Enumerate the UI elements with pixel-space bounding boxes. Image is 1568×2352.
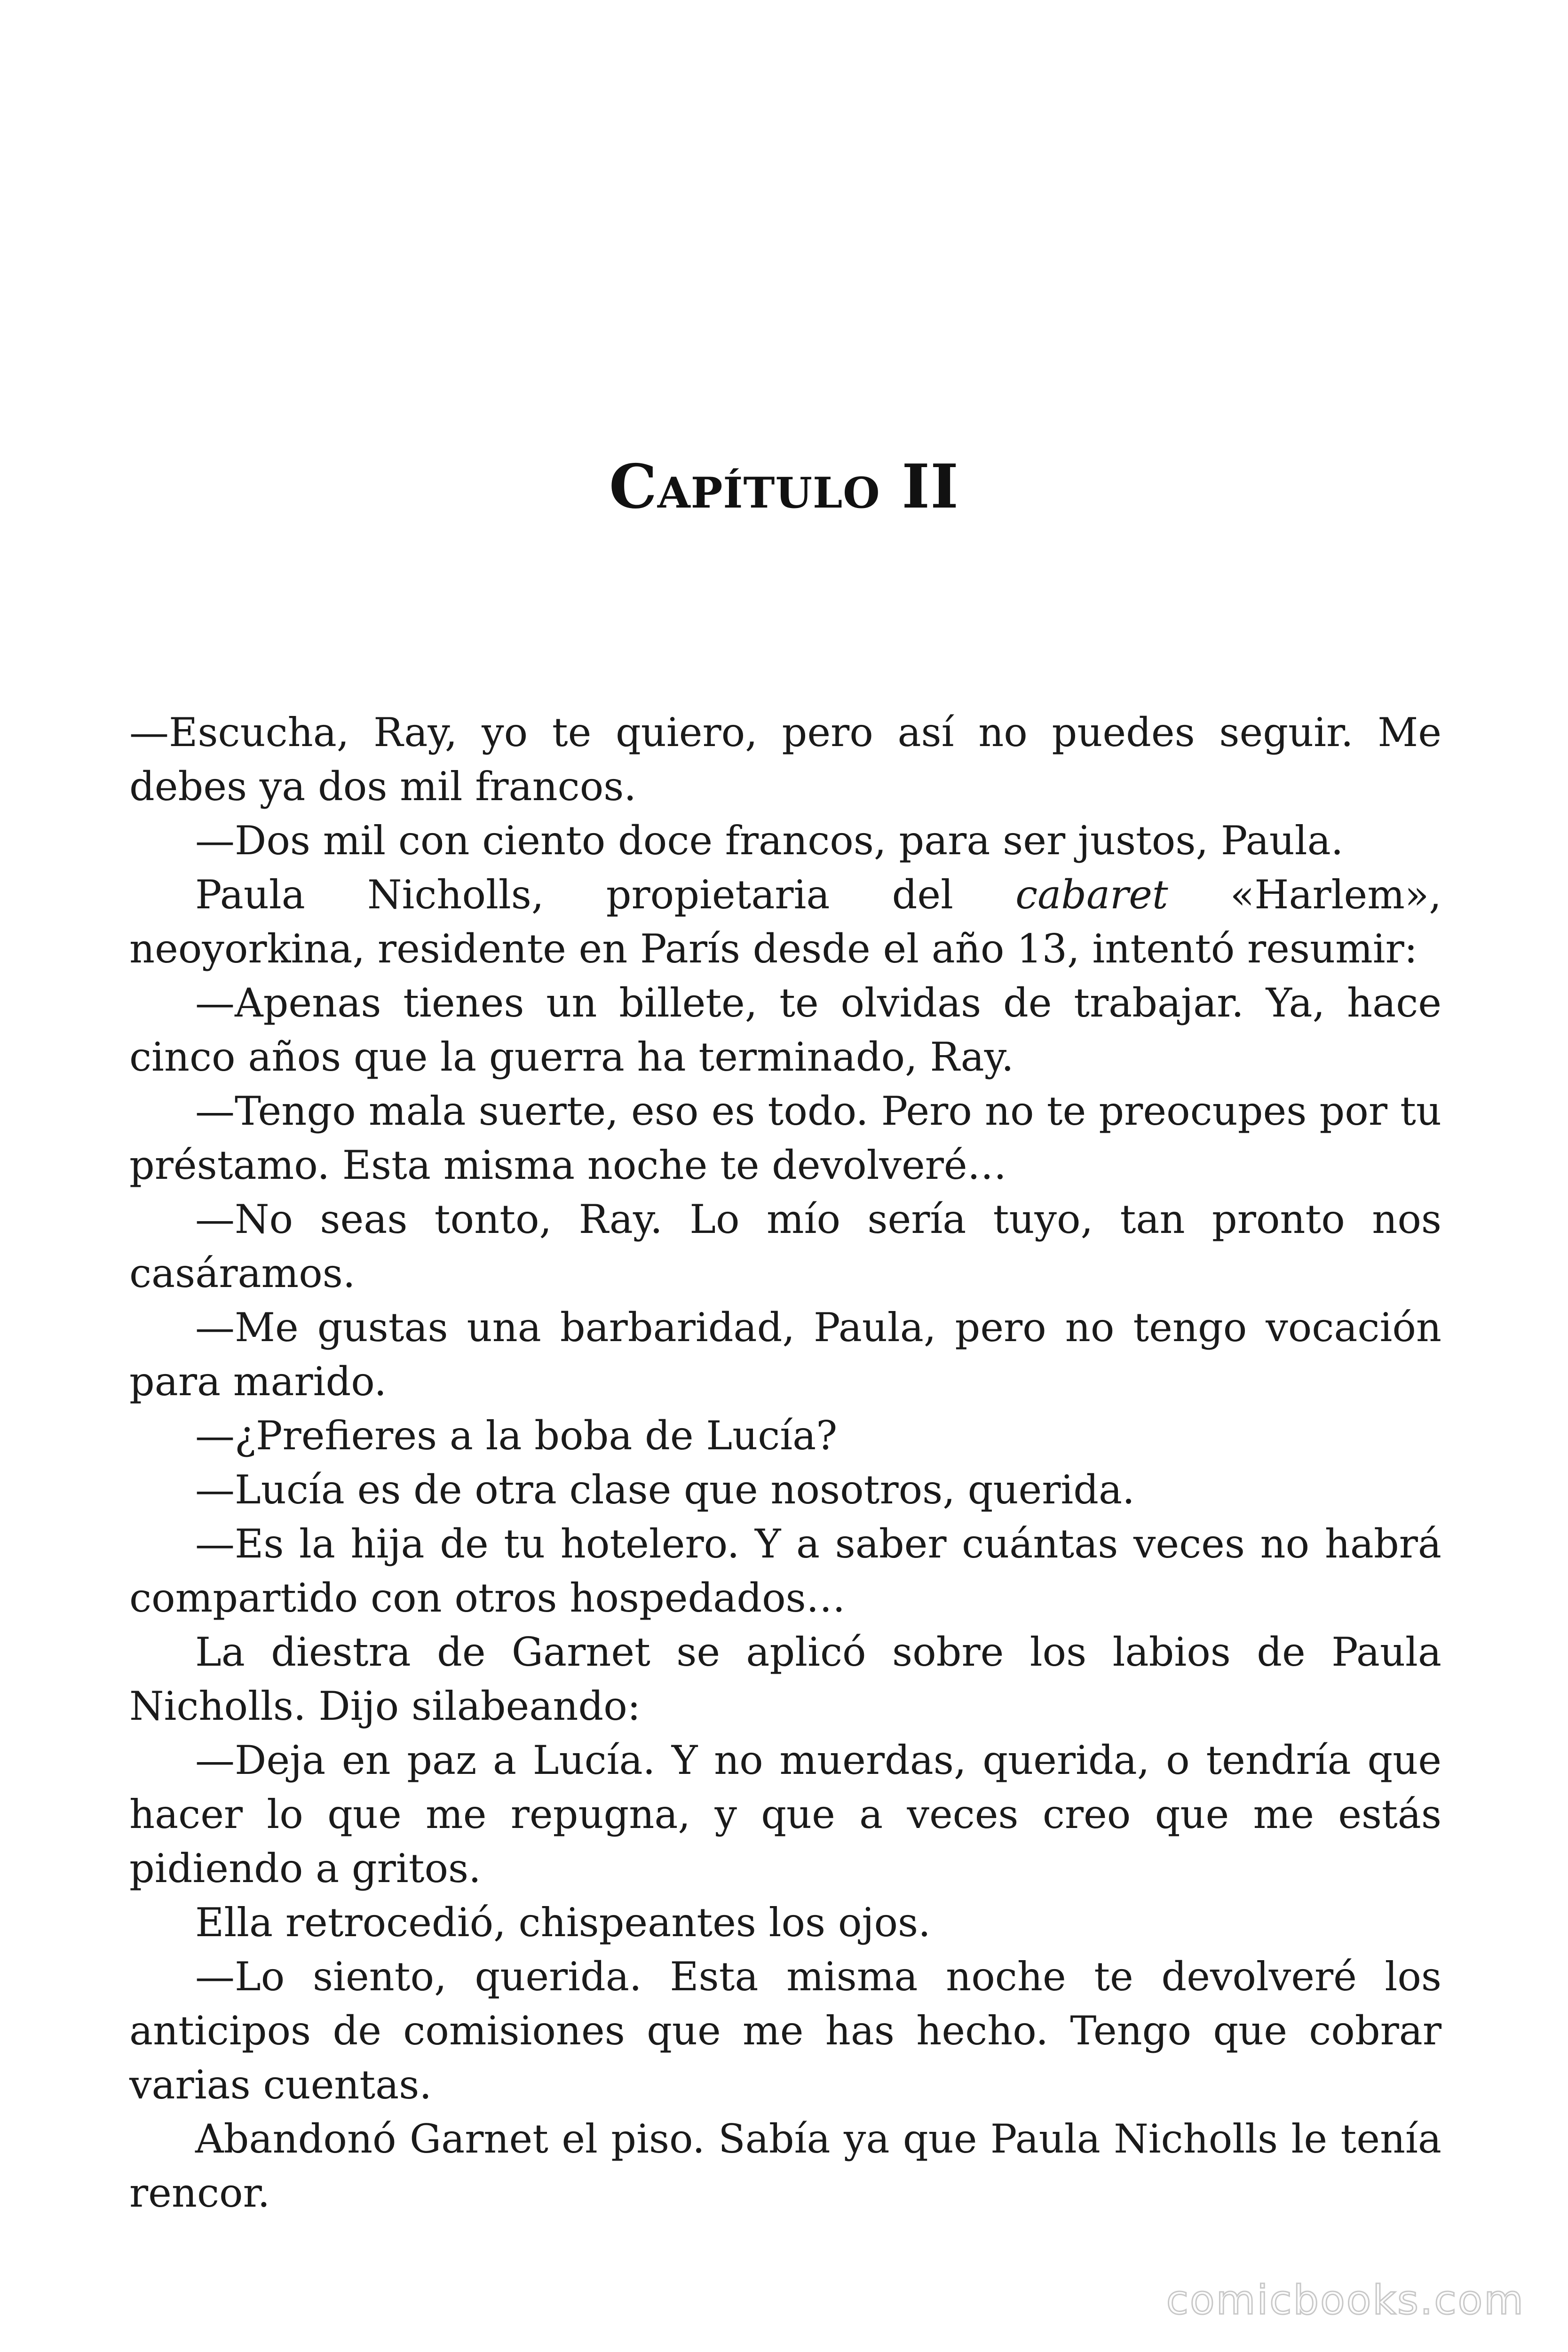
paragraph: —Escucha, Ray, yo te quiero, pero así no puedes seguir. Me debes ya dos mil francos. xyxy=(129,709,1441,810)
paragraph: —Deja en paz a Lucía. Y no muerdas, querida, o tendría que hacer lo que me repugna, y que a veces creo que me estás pidiendo a gritos. xyxy=(129,1737,1441,1891)
paragraph: —Apenas tienes un billete, te olvidas de trabajar. Ya, hace cinco años que la guerra ha terminado, Ray. xyxy=(129,980,1441,1080)
paragraph: —No seas tonto, Ray. Lo mío sería tuyo, tan pronto nos casáramos. xyxy=(129,1196,1441,1296)
paragraph: Abandonó Garnet el piso. Sabía ya que Paula Nicholls le tenía rencor. xyxy=(129,2116,1441,2216)
paragraph-text: Paula Nicholls, propietaria del xyxy=(195,872,1016,918)
paragraph: —Dos mil con ciento doce francos, para ser justos, Paula. xyxy=(195,818,1344,864)
paragraph-text: «Harlem», neoyorkina, residente en París desde el año 13, intentó resumir: xyxy=(129,872,1442,972)
watermark: comicbooks.com xyxy=(1166,2277,1525,2324)
paragraph: La diestra de Garnet se aplicó sobre los labios de Paula Nicholls. Dijo silabeando: xyxy=(129,1629,1441,1729)
paragraph: Ella retrocedió, chispeantes los ojos. xyxy=(195,1899,931,1946)
chapter-title: Capítulo II xyxy=(609,452,959,522)
paragraph: —Es la hija de tu hotelero. Y a saber cuántas veces no habrá compartido con otros hospedados… xyxy=(129,1521,1441,1621)
paragraph: —¿Prefieres a la boba de Lucía? xyxy=(195,1413,838,1459)
paragraph xyxy=(129,868,1441,976)
paragraph: —Tengo mala suerte, eso es todo. Pero no te preocupes por tu préstamo. Esta misma noche te devolveré… xyxy=(129,1088,1441,1188)
emphasized-word: cabaret xyxy=(1015,872,1168,918)
paragraph: —Lo siento, querida. Esta misma noche te devolveré los anticipos de comisiones que me has hecho. Tengo que cobrar varias cuentas. xyxy=(129,1954,1441,2108)
chapter-body xyxy=(129,706,1441,2220)
paragraph: —Lucía es de otra clase que nosotros, querida. xyxy=(195,1467,1135,1513)
paragraph: —Me gustas una barbaridad, Paula, pero no tengo vocación para marido. xyxy=(129,1304,1441,1405)
